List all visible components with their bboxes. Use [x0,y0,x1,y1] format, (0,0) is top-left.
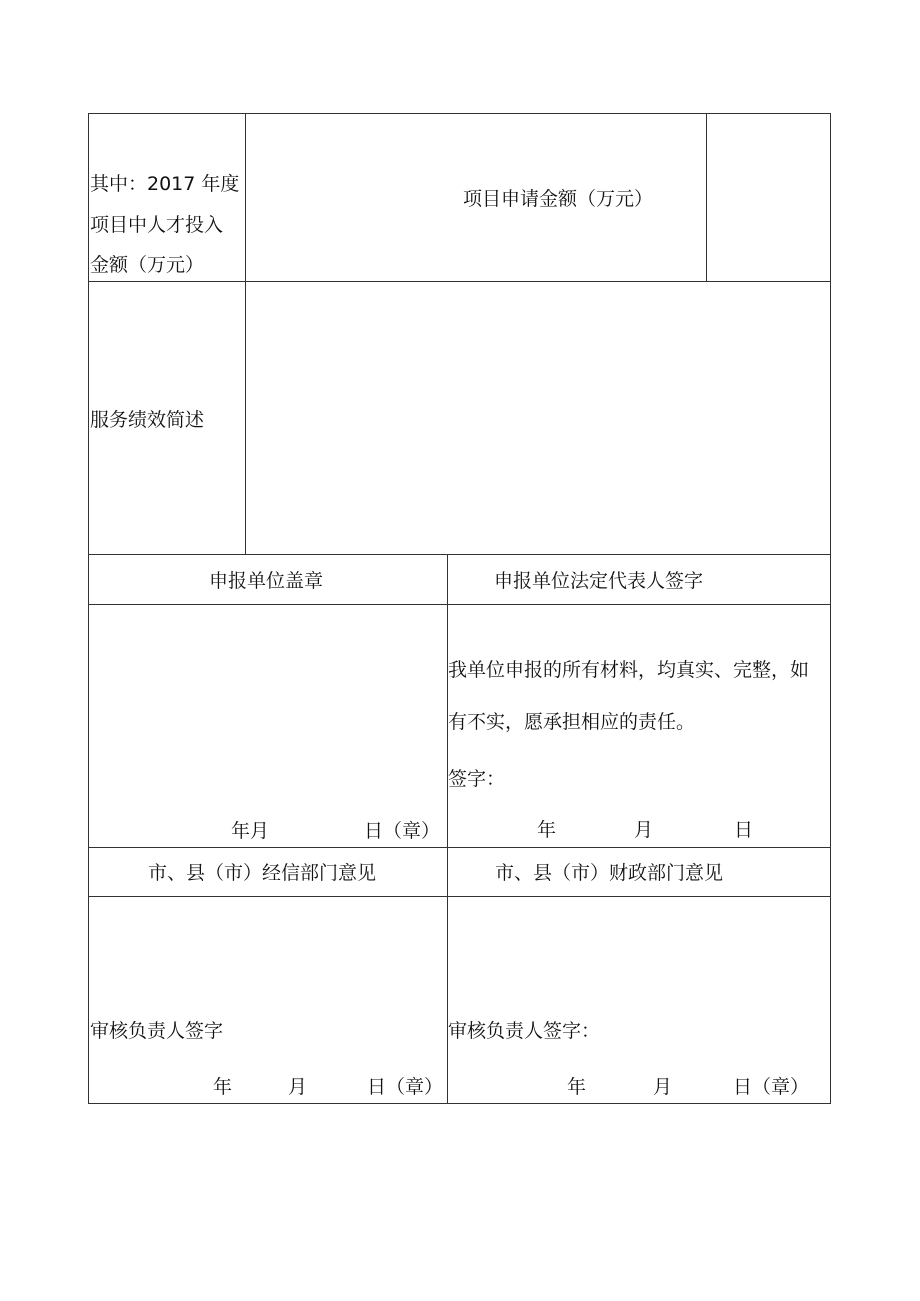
econ-reviewer-signature-label: 审核负责人签字 [90,1020,224,1042]
legal-rep-signature-header: 申报单位法定代表人签字 [494,570,704,592]
talent-investment-value-cell[interactable] [707,114,830,280]
finance-review-date-month: 月 [653,1076,673,1098]
project-amount-label: 项目申请金额（万元） [463,188,654,210]
econ-review-date-year: 年 [213,1076,233,1098]
economic-dept-opinion-header: 市、县（市）经信部门意见 [148,862,377,884]
finance-review-date-year: 年 [567,1076,587,1098]
seal-date-day: 日（章） [364,820,441,842]
signature-date-month: 月 [634,819,654,841]
talent-investment-label-line1: 其中：2017 年度 [90,173,240,195]
row-divider [88,554,831,555]
finance-review-date-day: 日（章） [733,1076,810,1098]
finance-reviewer-signature-label: 审核负责人签字： [448,1020,601,1042]
econ-review-date-day: 日（章） [367,1076,444,1098]
signature-label: 签字： [448,768,506,790]
signature-date-day: 日 [734,819,754,841]
econ-review-date-month: 月 [288,1076,308,1098]
signature-date-year: 年 [537,819,557,841]
declaration-line2: 有不实，愿承担相应的责任。 [448,711,696,733]
unit-seal-header: 申报单位盖章 [209,570,324,592]
seal-date-year-month: 年月 [231,820,270,842]
talent-investment-label-line3: 金额（万元） [90,254,205,276]
declaration-line1: 我单位申报的所有材料，均真实、完整，如 [448,659,810,681]
performance-summary-cell[interactable] [246,282,830,553]
talent-investment-label-line2: 项目中人才投入 [90,214,224,236]
row-divider [88,604,831,605]
row-divider [88,896,831,897]
finance-dept-opinion-header: 市、县（市）财政部门意见 [495,862,724,884]
performance-summary-label: 服务绩效简述 [90,409,205,431]
row-divider [88,847,831,848]
